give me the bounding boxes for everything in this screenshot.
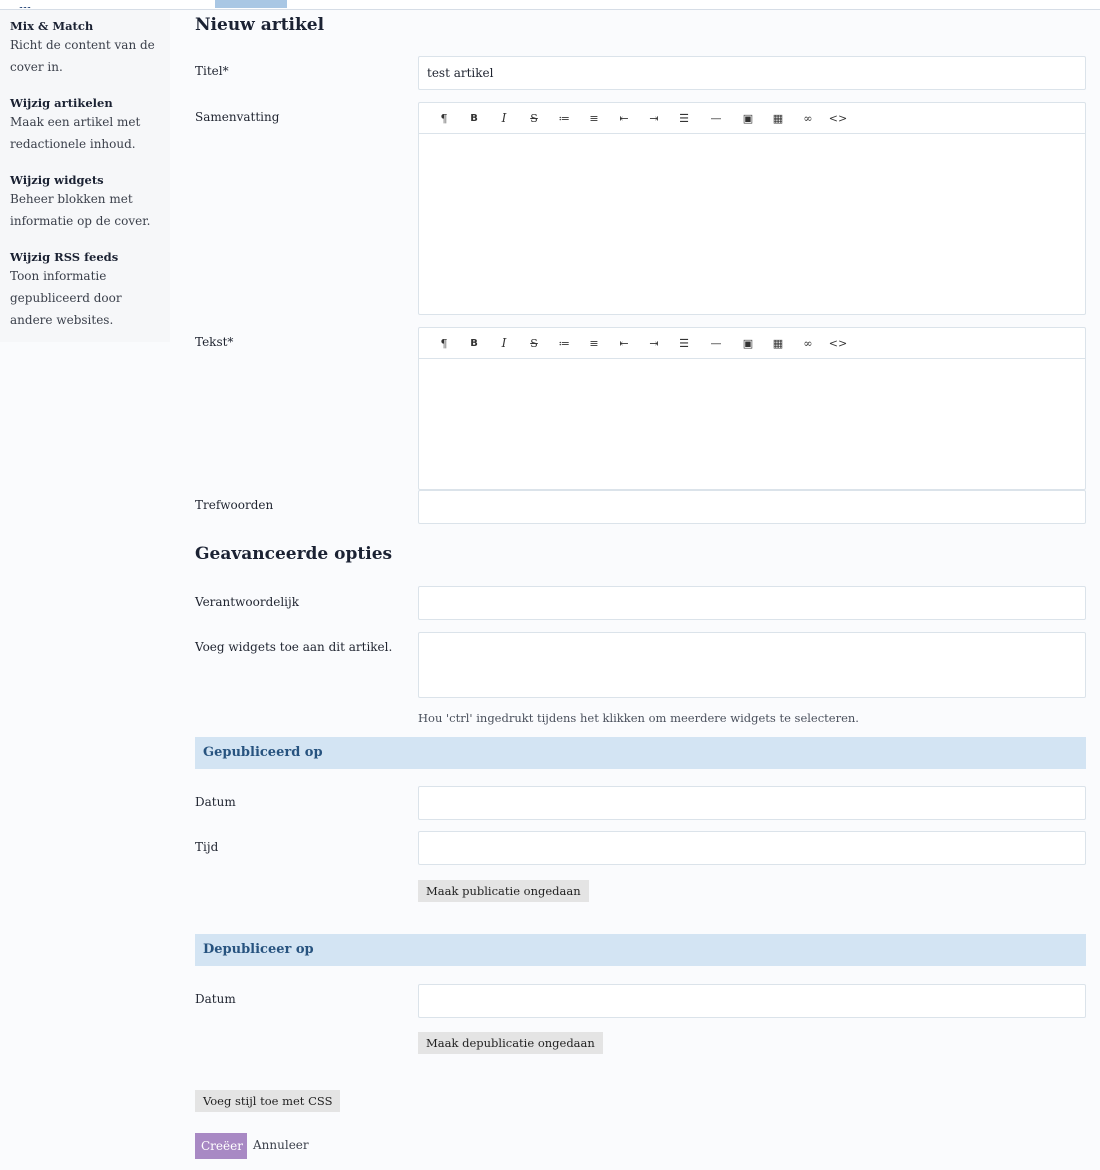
image-icon[interactable]: ▣	[742, 336, 754, 350]
bold-icon[interactable]: B	[470, 112, 478, 124]
widgets-label: Voeg widgets toe aan dit artikel.	[195, 640, 393, 654]
numbered-list-icon[interactable]: ≡	[589, 111, 599, 125]
title-label: Titel*	[195, 64, 229, 78]
page-title: Nieuw artikel	[195, 15, 325, 35]
horizontal-rule-icon[interactable]: —	[710, 336, 722, 350]
logo-icon[interactable]	[8, 0, 52, 8]
sidebar-item-description: Maak een artikel met redactionele inhoud.	[10, 115, 141, 151]
text-label: Tekst*	[195, 335, 234, 349]
bullet-list-icon[interactable]: ≔	[558, 336, 570, 350]
outdent-icon[interactable]: ⇤	[619, 336, 629, 350]
depublish-date-input[interactable]	[418, 984, 1086, 1018]
link-icon[interactable]: ∞	[803, 111, 813, 125]
sidebar-item-mix-match[interactable]	[10, 18, 165, 78]
responsible-label: Verantwoordelijk	[195, 595, 300, 609]
cancel-link[interactable]: Annuleer	[253, 1138, 309, 1152]
sidebar-item-description: Beheer blokken met informatie op de cover.	[10, 192, 151, 228]
sidebar-item-title[interactable]: Wijzig RSS feeds	[10, 250, 119, 264]
depublish-date-label: Datum	[195, 992, 236, 1006]
responsible-input[interactable]	[418, 586, 1086, 620]
undo-publish-button[interactable]: Maak publicatie ongedaan	[418, 880, 589, 902]
active-nav-tab[interactable]	[215, 0, 287, 8]
keywords-label: Trefwoorden	[195, 498, 274, 512]
bold-icon[interactable]: B	[470, 337, 478, 349]
link-icon[interactable]: ∞	[803, 336, 813, 350]
depublish-section-title: Depubliceer op	[203, 942, 314, 957]
sidebar-item-rss-feeds[interactable]	[10, 249, 165, 331]
published-time-input[interactable]	[418, 831, 1086, 865]
summary-label: Samenvatting	[195, 110, 280, 124]
italic-icon[interactable]: I	[501, 111, 507, 125]
sidebar-item-widgets[interactable]	[10, 172, 165, 232]
create-button[interactable]: Creëer	[195, 1133, 247, 1159]
keywords-input[interactable]	[418, 490, 1086, 524]
outdent-icon[interactable]: ⇤	[619, 111, 629, 125]
horizontal-rule-icon[interactable]: —	[710, 111, 722, 125]
strikethrough-icon[interactable]: S	[530, 111, 538, 125]
align-icon[interactable]: ☰	[679, 111, 689, 125]
published-date-input[interactable]	[418, 786, 1086, 820]
widgets-select[interactable]	[418, 632, 1086, 698]
indent-icon[interactable]: ⇥	[649, 336, 659, 350]
title-input[interactable]	[418, 56, 1086, 90]
widgets-hint: Hou 'ctrl' ingedrukt tijdens het klikken om meerdere widgets te selecteren.	[418, 711, 859, 725]
text-editor[interactable]	[418, 327, 1086, 490]
published-section-header	[195, 737, 1086, 769]
published-section-title: Gepubliceerd op	[203, 745, 323, 760]
undo-depublish-button[interactable]: Maak depublicatie ongedaan	[418, 1032, 603, 1054]
italic-icon[interactable]: I	[501, 336, 507, 350]
sidebar	[0, 10, 170, 342]
strikethrough-icon[interactable]: S	[530, 336, 538, 350]
top-navigation-bar	[0, 0, 1100, 10]
sidebar-item-title[interactable]: Wijzig artikelen	[10, 96, 113, 110]
text-editor-toolbar	[419, 328, 1085, 359]
advanced-options-heading: Geavanceerde opties	[195, 544, 393, 564]
paragraph-icon[interactable]: ¶	[440, 111, 448, 125]
sidebar-item-articles[interactable]	[10, 95, 165, 155]
summary-editor-toolbar	[419, 103, 1085, 134]
sidebar-item-title[interactable]: Wijzig widgets	[10, 173, 104, 187]
table-icon[interactable]: ▦	[772, 111, 784, 125]
bullet-list-icon[interactable]: ≔	[558, 111, 570, 125]
published-date-label: Datum	[195, 795, 236, 809]
published-time-label: Tijd	[195, 840, 219, 854]
sidebar-item-title[interactable]: Mix & Match	[10, 19, 94, 33]
code-icon[interactable]: <>	[828, 336, 848, 350]
image-icon[interactable]: ▣	[742, 111, 754, 125]
numbered-list-icon[interactable]: ≡	[589, 336, 599, 350]
sidebar-item-description: Toon informatie gepubliceerd door andere websites.	[10, 269, 122, 327]
table-icon[interactable]: ▦	[772, 336, 784, 350]
indent-icon[interactable]: ⇥	[649, 111, 659, 125]
align-icon[interactable]: ☰	[679, 336, 689, 350]
code-icon[interactable]: <>	[828, 111, 848, 125]
paragraph-icon[interactable]: ¶	[440, 336, 448, 350]
add-css-button[interactable]: Voeg stijl toe met CSS	[195, 1090, 340, 1112]
depublish-section-header	[195, 934, 1086, 966]
sidebar-item-description: Richt de content van de cover in.	[10, 38, 155, 74]
summary-editor[interactable]	[418, 102, 1086, 315]
